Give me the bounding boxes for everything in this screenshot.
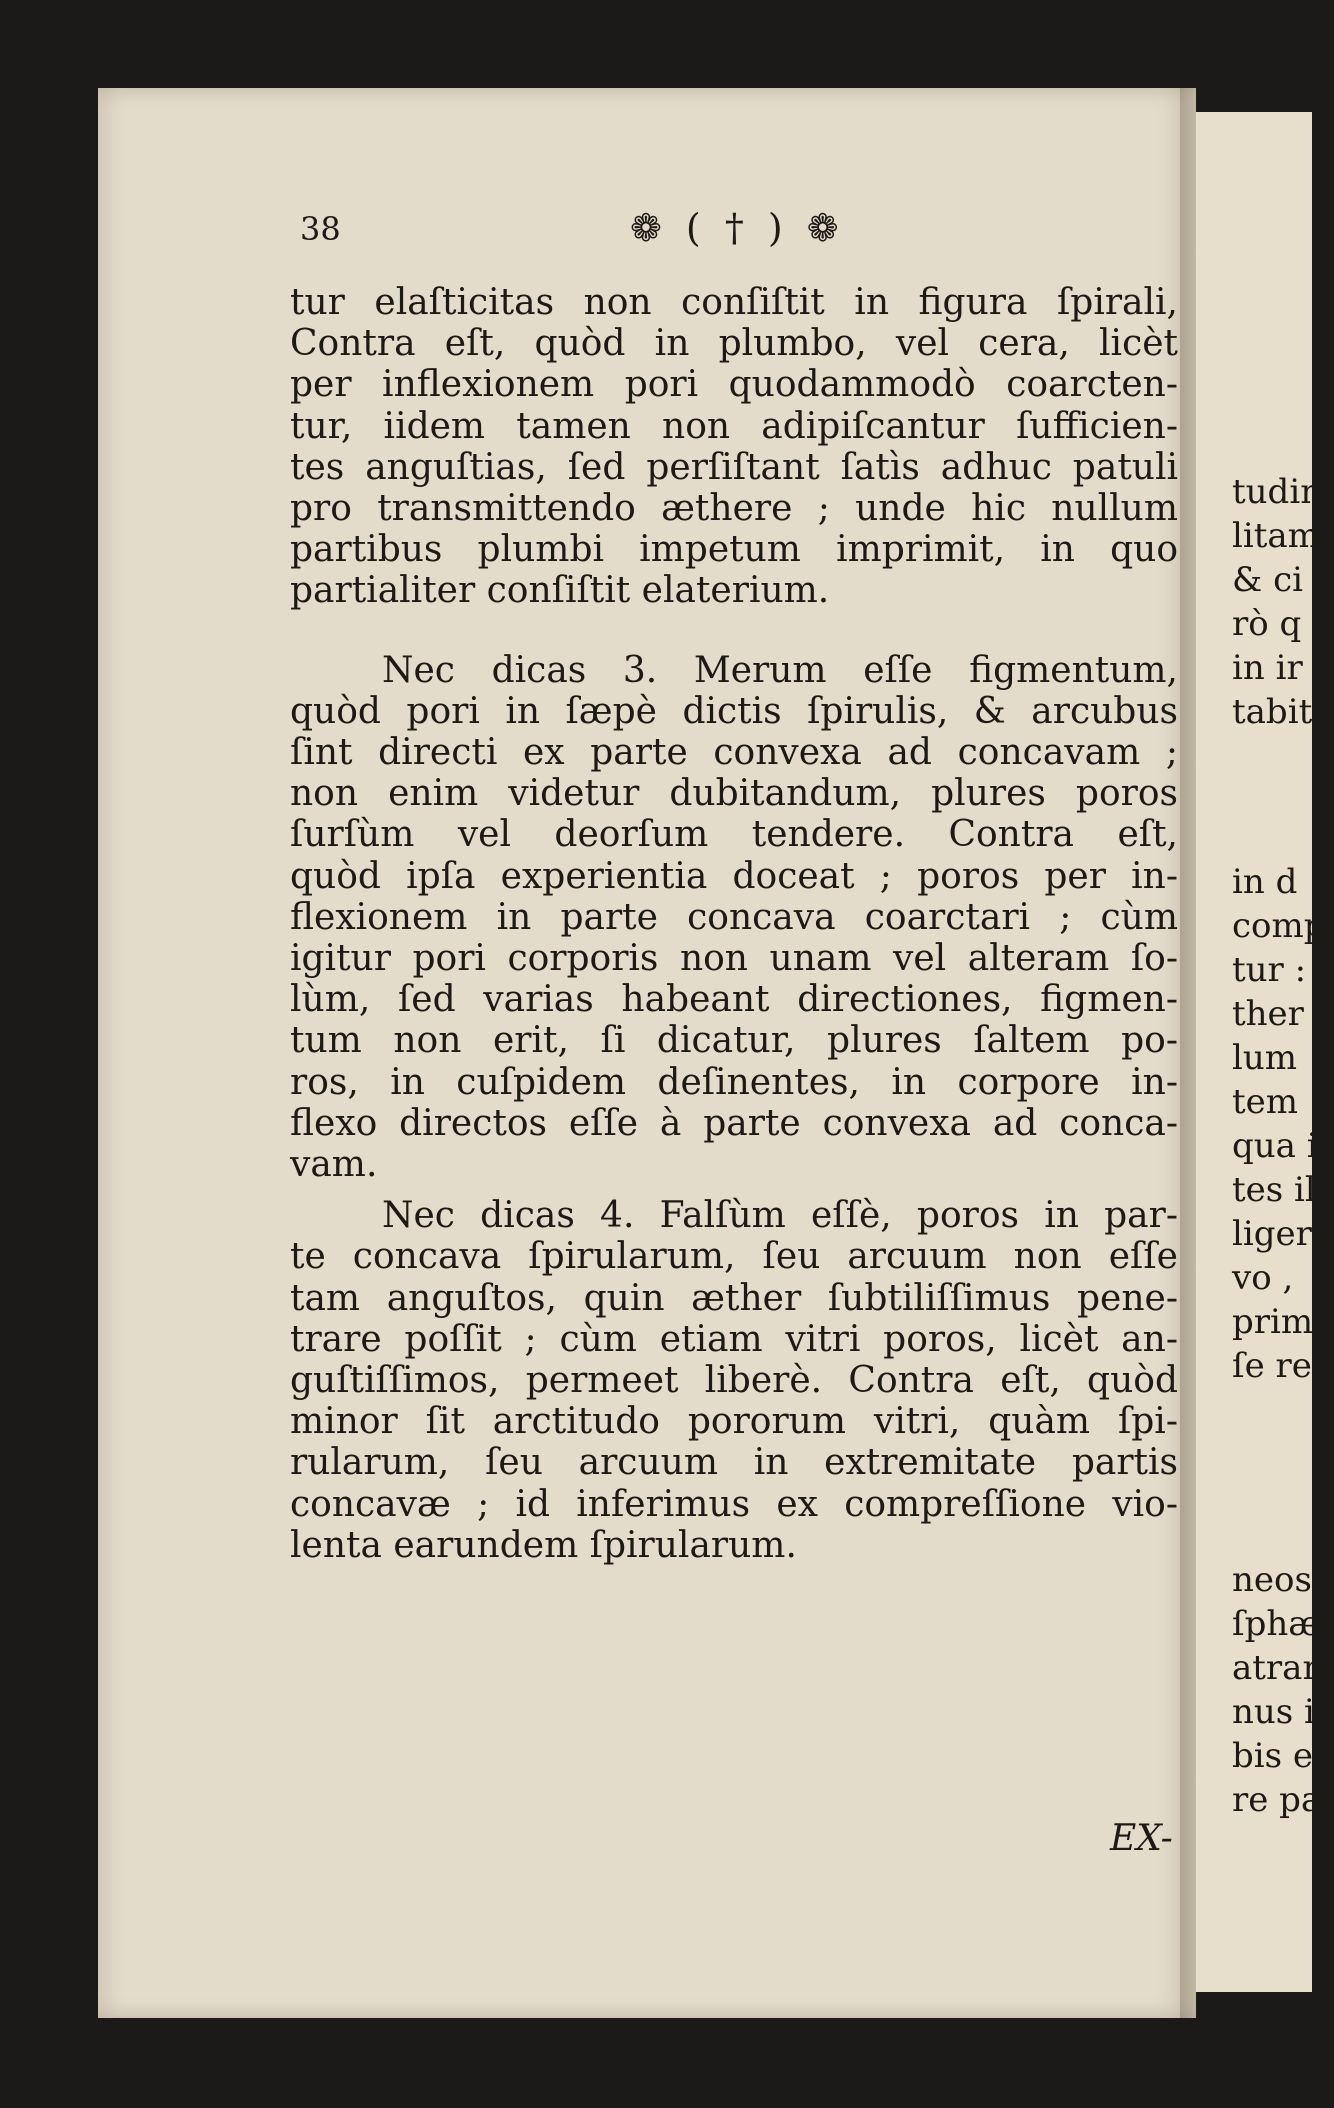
text-line: non enim videtur dubitandum, plures poros — [290, 773, 1178, 815]
facing-line: litam — [1232, 516, 1320, 556]
facing-line: bis e — [1232, 1736, 1314, 1776]
facing-line: rò q — [1232, 604, 1302, 644]
facing-line: qua i — [1232, 1126, 1318, 1166]
page-body — [290, 282, 1178, 1566]
facing-line: neos , — [1232, 1560, 1334, 1600]
facing-line: ſe re — [1232, 1346, 1312, 1386]
header-ornament: ❁ ( † ) ❁ — [630, 206, 845, 250]
text-line: flexo directos eſſe à parte convexa ad conca- — [290, 1102, 1178, 1144]
text-line: Contra eſt, quòd in plumbo, vel cera, licèt — [290, 323, 1178, 365]
facing-line: ſphæ — [1232, 1604, 1321, 1644]
text-line: minor ſit arctitudo pororum vitri, quàm ſpi- — [290, 1401, 1178, 1443]
facing-line: tabit — [1232, 692, 1313, 732]
text-line: tes anguſtias, ſed perſiſtant ſatìs adhuc patuli — [290, 446, 1178, 488]
text-line: pro transmittendo æthere ; unde hic nullum — [290, 488, 1178, 530]
facing-line: tes il — [1232, 1170, 1316, 1210]
text-line: Nec dicas 3. Merum eſſe figmentum, — [382, 649, 1178, 691]
text-line: guſtiſſimos, permeet liberè. Contra eſt, quòd — [290, 1360, 1178, 1402]
facing-line: ligere — [1232, 1214, 1333, 1254]
text-line: vam. — [290, 1144, 378, 1186]
facing-line: prim — [1232, 1302, 1314, 1342]
page-gutter — [1180, 88, 1196, 2018]
facing-line: re pa — [1232, 1780, 1322, 1820]
text-line: ros, in cuſpidem deſinentes, in corpore in- — [290, 1061, 1178, 1103]
text-line: igitur pori corporis non unam vel alteram ſo- — [290, 938, 1178, 980]
text-line: ſurſùm vel deorſum tendere. Contra eſt, — [290, 814, 1178, 856]
text-line: ſint directi ex parte convexa ad concavam ; — [290, 732, 1178, 774]
facing-line: ther — [1232, 994, 1304, 1034]
page-header — [300, 206, 900, 260]
facing-line: in ir — [1232, 648, 1303, 688]
text-line: concavæ ; id inferimus ex compreſſione vio- — [290, 1483, 1178, 1525]
catchword: EX- — [1110, 1818, 1173, 1859]
text-line: Nec dicas 4. Falſùm eſſè, poros in par- — [382, 1195, 1178, 1237]
text-line: tur elaſticitas non conſiſtit in figura ſpirali, — [290, 282, 1178, 323]
text-line: per inflexionem pori quodammodò coarcten- — [290, 364, 1178, 406]
facing-line: nus i — [1232, 1692, 1315, 1732]
text-line: tum non erit, ſi dicatur, plures ſaltem po- — [290, 1020, 1178, 1062]
text-line: lenta earundem ſpirularum. — [290, 1524, 797, 1566]
text-line: tam anguſtos, quin æther ſubtiliſſimus pene- — [290, 1277, 1178, 1319]
text-line: trare poſſit ; cùm etiam vitri poros, licèt an- — [290, 1318, 1178, 1360]
text-line: rularum, ſeu arcuum in extremitate partis — [290, 1442, 1178, 1484]
text-line: lùm, ſed varias habeant directiones, figmen- — [290, 979, 1178, 1021]
facing-line: tudin — [1232, 472, 1323, 512]
facing-line: comp — [1232, 906, 1326, 946]
text-line: partibus plumbi impetum imprimit, in quo — [290, 529, 1178, 571]
facing-line: vo , — [1232, 1258, 1294, 1298]
text-line: flexionem in parte concava coarctari ; cùm — [290, 896, 1178, 938]
facing-line: tem — [1232, 1082, 1299, 1122]
page-number: 38 — [300, 210, 341, 248]
text-line: tur, iidem tamen non adipiſcantur ſufficien- — [290, 405, 1178, 447]
text-line: quòd pori in ſæpè dictis ſpirulis, & arcubus — [290, 690, 1178, 732]
facing-line: lum — [1232, 1038, 1298, 1078]
facing-line: & ci — [1232, 560, 1303, 600]
facing-page-fragment — [1232, 860, 1333, 1388]
text-line: partialiter conſiſtit elaterium. — [290, 570, 830, 612]
text-line: quòd ipſa experientia doceat ; poros per in- — [290, 855, 1178, 897]
facing-page-fragment — [1232, 1558, 1334, 1822]
paragraph-gap — [290, 1185, 1178, 1195]
facing-page-fragment — [1232, 470, 1323, 734]
facing-line: tur : — [1232, 950, 1307, 990]
paragraph-gap — [290, 612, 1178, 650]
facing-line: atran — [1232, 1648, 1325, 1688]
text-line: te concava ſpirularum, ſeu arcuum non eſſe — [290, 1236, 1178, 1278]
facing-line: in d — [1232, 862, 1298, 902]
